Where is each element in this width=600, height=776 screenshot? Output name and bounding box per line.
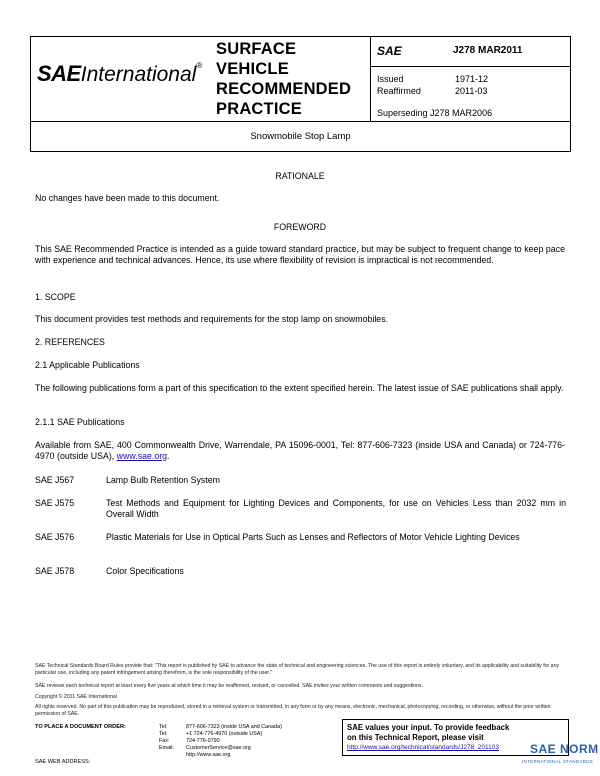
order-label: TO PLACE A DOCUMENT ORDER: (35, 724, 126, 730)
rationale-heading: RATIONALE (275, 171, 325, 181)
document-title: Snowmobile Stop Lamp (250, 131, 351, 142)
foreword-heading: FOREWORD (273, 222, 327, 232)
watermark-text: SAE NORM (530, 742, 599, 756)
logo-trademark: ® (196, 61, 203, 70)
header-meta-panel (371, 37, 570, 122)
reaffirmed-label: Reaffirmed (377, 86, 421, 96)
issued-label: Issued (377, 74, 404, 84)
watermark-logo (510, 742, 600, 776)
feedback-line-1: SAE values your input. To provide feedback (347, 723, 510, 732)
title-line: VEHICLE (216, 60, 289, 78)
order-contact-value: 724-776-0790 (186, 738, 220, 744)
footer-review-notice: SAE reviews each technical report at least every five years at which time it may be reaffirmed, revised, or cancelled. SAE invites your written comments and suggestions. (35, 683, 423, 689)
doc-number-row (371, 37, 570, 67)
rationale-text: No changes have been made to this document. (35, 193, 220, 203)
reaffirmed-value: 2011-03 (455, 86, 488, 96)
header-top-row (31, 37, 570, 122)
bottom-code: SAE WEB ADDRESS: (35, 759, 91, 765)
title-line: PRACTICE (216, 100, 302, 118)
applicable-publications-heading: 2.1 Applicable Publications (35, 360, 140, 370)
footer-rights-notice: All rights reserved. No part of this publication may be reproduced, stored in a retrieval system or transmitted, in any form or by any means, electronic, mechanical, photocopying, recording, or otherwise, without the prior written permission of SAE. (35, 704, 551, 717)
reference-code: SAE J575 (35, 498, 75, 508)
scope-text: This document provides test methods and requirements for the stop lamp on snowmobiles. (35, 314, 389, 324)
sae-international-logo (37, 61, 237, 101)
issued-value: 1971-12 (455, 74, 489, 84)
sae-publications-heading: 2.1.1 SAE Publications (35, 417, 125, 427)
references-heading: 2. REFERENCES (35, 337, 105, 347)
logo-international-text: International (80, 63, 197, 86)
logo-sae-text: SAE (37, 61, 81, 86)
reaffirmed-row (377, 86, 488, 96)
issued-row (377, 74, 489, 84)
superseding-row (377, 108, 492, 118)
order-contact-value: +1 724-776-4970 (outside USA) (186, 731, 263, 737)
sae-website-link[interactable]: www.sae.org (116, 451, 168, 461)
title-line: SURFACE (216, 40, 297, 58)
feedback-line-2: on this Technical Report, please visit (347, 733, 484, 742)
foreword-text: This SAE Recommended Practice is intended as a guide toward standard practice, but may be subject to frequent change to keep pace with experience and technical advances. Hence, its use where flexibility of revision is impractical is not recommended. (35, 244, 565, 265)
availability-text (35, 440, 565, 462)
footer-rules-notice: SAE Technical Standards Board Rules provide that: "This report is published by SAE to advance the state of technical and engineering sciences. The use of this report is entirely voluntary, and its applicability and suitability for any particular use, including any patent infringement arising therefrom, is the sole responsibility of the user." (35, 663, 560, 676)
order-website-value[interactable]: http://www.sae.org (186, 752, 231, 758)
order-contact-key: Fax: (159, 738, 170, 744)
superseding-text: Superseding J278 MAR2006 (377, 108, 493, 118)
order-contact-key: Email: (159, 745, 174, 751)
doc-number: J278 MAR2011 (453, 45, 523, 56)
availability-end: . (167, 451, 170, 461)
reference-description: Color Specifications (106, 566, 184, 576)
reference-code: SAE J567 (35, 475, 75, 485)
reference-description: Test Methods and Equipment for Lighting Devices and Components, for use on Vehicles Less than 2032 mm in Overall Width (106, 498, 566, 519)
order-contact-value: 877-606-7323 (inside USA and Canada) (186, 724, 282, 730)
applicable-publications-text: The following publications form a part of this specification to the extent specified herein. The latest issue of SAE publications shall apply. (35, 383, 564, 393)
availability-body: Available from SAE, 400 Commonwealth Drive, Warrendale, PA 15096-0001, Tel: 877-606-7323 (inside USA and Canada) or 724-776-4970 (outside USA), (35, 440, 565, 461)
document-header (30, 36, 571, 152)
scope-heading: 1. SCOPE (35, 292, 76, 302)
document-type-title (216, 39, 366, 119)
order-email-value[interactable]: CustomerService@sae.org (186, 745, 251, 751)
title-line: RECOMMENDED (216, 80, 352, 98)
order-contact-key: Tel: (159, 731, 168, 737)
order-contact-key: Tel: (159, 724, 168, 730)
reference-code: SAE J576 (35, 532, 75, 542)
reference-description: Lamp Bulb Retention System (106, 475, 220, 485)
footer-copyright: Copyright © 2011 SAE International (35, 694, 117, 700)
reference-description: Plastic Materials for Use in Optical Parts Such as Lenses and Reflectors of Motor Vehicle Lighting Devices (106, 532, 520, 542)
sae-mark: SAE (377, 44, 402, 58)
reference-code: SAE J578 (35, 566, 75, 576)
feedback-link[interactable]: http://www.sae.org/technical/standards/J278_201103 (347, 744, 500, 751)
watermark-subtext: INTERNATIONAL STANDARDS (522, 759, 594, 764)
